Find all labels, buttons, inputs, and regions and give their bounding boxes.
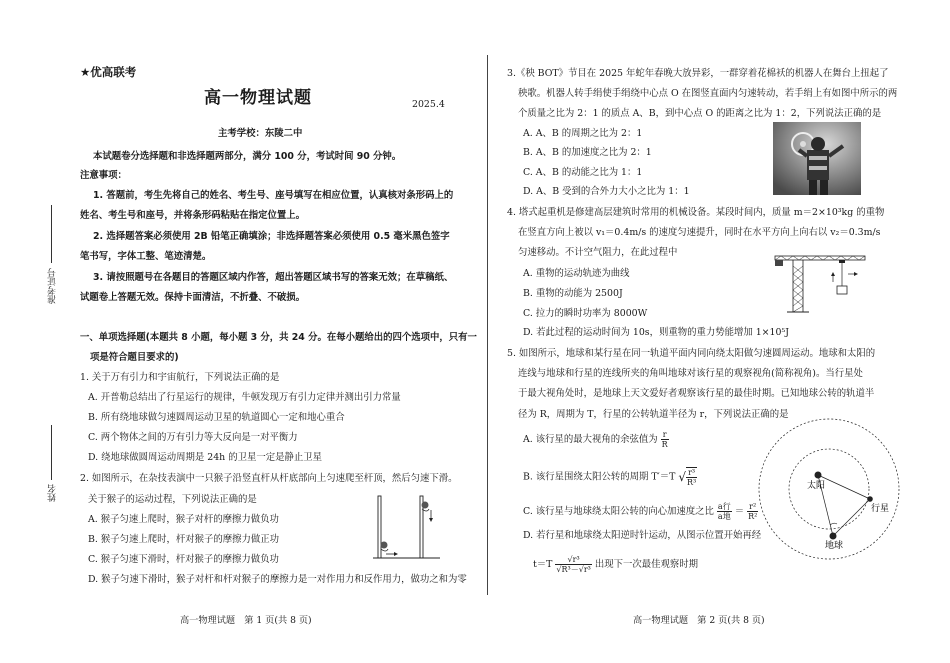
q2-option-a: A. 猴子匀速上爬时，猴子对杆的摩擦力做负功 (88, 514, 279, 525)
q5-option-c: C. 该行星与地球绕太阳公转的向心加速度之比 $\frac{\text{a行}}{\text{a地}}$ ＝ $\frac{\text{r²}}{\text{R²}}$ (523, 502, 758, 521)
q2-stem-line-1: 2. 如图所示，在杂技表演中一只猴子沿竖直杆从杆底部向上匀速爬至杆顶，然后匀速下滑。 (80, 473, 458, 484)
q3-option-d: D. A、B 受到的合外力大小之比为 1：1 (523, 186, 690, 197)
page-title: 高一物理试题 (204, 88, 312, 108)
page-2 (485, 0, 950, 663)
q2-option-b: B. 猴子匀速上爬时，杆对猴子的摩擦力做正功 (88, 534, 279, 545)
planet-label: 行星 (871, 504, 890, 514)
q5-option-d-tail: 出现下一次最佳观察时期 (594, 559, 698, 570)
q4-option-d: D. 若此过程的运动时间为 10s，则重物的重力势能增加 1×10⁵J (523, 327, 789, 338)
q1-option-b: B. 所有绕地球做匀速圆周运动卫星的轨道圆心一定和地心重合 (88, 412, 345, 423)
q4-stem-line-1: 4. 塔式起重机是修建高层建筑时常用的机械设备。某段时间内，质量 m＝2×10³kg 的重物 (507, 207, 885, 218)
q5-option-b-text: B. 该行星围绕太阳公转的周期 T′＝T (523, 471, 676, 483)
q4-option-c: C. 拉力的瞬时功率为 8000W (523, 308, 648, 319)
q5-option-a-fraction: $\frac{r}{R}$ (661, 430, 668, 449)
side-label-name: 姓名 (48, 484, 58, 502)
q1-option-c: C. 两个物体之间的万有引力等大反向是一对平衡力 (88, 432, 298, 443)
section-1-heading-line-2: 项是符合题目要求的) (90, 352, 179, 363)
q4-stem-line-3: 匀速移动。不计空气阻力，在此过程中 (518, 247, 678, 258)
q5-option-c-fraction-a: $\frac{\text{a行}}{\text{a地}}$ (717, 502, 731, 521)
q5-stem-line-1: 5. 如图所示，地球和某行星在同一轨道平面内同向绕太阳做匀速圆周运动。地球和太阳的 (507, 348, 876, 359)
q3-stem-line-3: 个质量之比为 2：1 的质点 A、B，到中心点 O 的距离之比为 1：2，下列说法正确的是 (518, 108, 882, 119)
side-line-name (51, 425, 52, 480)
q4-stem-line-2: 在竖直方向上被以 v₁＝0.4m/s 的速度匀速提升，同时在水平方向上向右以 v₂＝0.3m/s (518, 227, 881, 238)
exam-date: 2025.4 (412, 99, 445, 110)
side-label-exam-number: 准考证号 (48, 268, 58, 304)
sun-label: 太阳 (807, 481, 826, 491)
q3-stem-line-1: 3.《秧 BOT》节目在 2025 年蛇年春晚大放异彩，一群穿着花棉袄的机器人在舞台上扭起了 (507, 68, 889, 79)
q3-option-b: B. A、B 的加速度之比为 2：1 (523, 147, 652, 158)
q5-option-c-fraction-r: $\frac{\text{r²}}{\text{R²}}$ (748, 502, 758, 521)
brand-label: ★优高联考 (80, 65, 137, 79)
page-1-footer: 高一物理试题 第 1 页(共 8 页) (180, 615, 312, 626)
earth-label: 地球 (825, 541, 844, 551)
q2-stem-line-2: 关于猴子的运动过程，下列说法正确的是 (88, 494, 257, 505)
q5-option-b-fraction: $\frac{\text{r³}}{\text{R³}}$ (686, 468, 697, 487)
q5-option-d: D. 若行星和地球绕太阳逆时针运动，从图示位置开始再经 (523, 530, 762, 541)
notice-3-line-2: 试题卷上答题无效。保持卡面清洁，不折叠、不破损。 (80, 292, 306, 303)
monkey-pole-figure (370, 492, 445, 562)
side-line-exam-number (51, 205, 52, 263)
q2-option-c: C. 猴子匀速下滑时，杆对猴子的摩擦力做负功 (88, 554, 279, 565)
q2-option-d: D. 猴子匀速下滑时，猴子对杆和杆对猴子的摩擦力是一对作用力和反作用力，做功之和为零 (88, 574, 467, 585)
section-1-heading-line-1: 一、单项选择题(本题共 8 小题，每小题 3 分，共 24 分。在每小题给出的四个选项中，只有一 (80, 332, 477, 343)
q5-option-b: B. 该行星围绕太阳公转的周期 T′＝T √ $\frac{\text{r³}}{\text{R³}}$ (523, 468, 697, 487)
q5-option-a (523, 430, 669, 449)
page-2-footer: 高一物理试题 第 2 页(共 8 页) (633, 615, 765, 626)
q3-stem-line-2: 秧歌。机器人转手绢使手绢绕中心点 O 在图竖直面内匀速转动，若手绢上有如图中所示的两 (518, 88, 898, 99)
q5-option-c-text: C. 该行星与地球绕太阳公转的向心加速度之比 (523, 506, 714, 517)
q1-option-a: A. 开普勒总结出了行星运行的规律，牛顿发现万有引力定律并测出引力常量 (88, 392, 401, 403)
q5-stem-line-3: 于最大视角处时，是地球上天文爱好者观察该行星的最佳时期。已知地球公转的轨道半 (518, 388, 875, 399)
tower-crane-figure (773, 252, 868, 314)
q5-t-equals: t＝T (533, 559, 553, 570)
q5-stem-line-2: 连线与地球和行星的连线所夹的角叫地球对该行星的观察视角(简称视角)。当行星处 (518, 368, 863, 379)
notice-1-line-2: 姓名、考生号和座号，并将条形码粘贴在指定位置上。 (80, 210, 306, 221)
notice-3-line-1: 3. 请按照题号在各题目的答题区域内作答，超出答题区域书写的答案无效；在草稿纸、 (93, 272, 454, 283)
q1-stem: 1. 关于万有引力和宇宙航行，下列说法正确的是 (80, 372, 280, 383)
q1-option-d: D. 绕地球做圆周运动周期是 24h 的卫星一定是静止卫星 (88, 452, 322, 463)
q4-option-b: B. 重物的动能为 2500J (523, 288, 623, 299)
notice-1-line-1: 1. 答题前，考生先将自己的姓名、考生号、座号填写在相应位置，认真核对条形码上的 (93, 190, 454, 201)
q5-option-a-text: A. 该行星的最大视角的余弦值为 (523, 434, 658, 445)
orbit-diagram (757, 415, 907, 565)
q5-stem-line-4: 径为 R，周期为 T，行星的公转轨道半径为 r，下列说法正确的是 (518, 409, 789, 420)
notice-title: 注意事项： (80, 170, 127, 181)
host-school: 主考学校：东陵二中 (218, 128, 303, 139)
q5-option-d-fraction: $\frac{\text{√r³}}{\text{√R³－√r³}}$ (556, 555, 591, 574)
robot-photo (773, 122, 861, 195)
q3-option-c: C. A、B 的动能之比为 1：1 (523, 167, 643, 178)
exam-description: 本试题卷分选择题和非选择题两部分，满分 100 分，考试时间 90 分钟。 (93, 151, 402, 162)
q4-option-a: A. 重物的运动轨迹为曲线 (523, 268, 630, 279)
q5-option-d-formula (533, 555, 698, 574)
notice-2-line-2: 笔书写，字体工整、笔迹清楚。 (80, 251, 212, 262)
notice-2-line-1: 2. 选择题答案必须使用 2B 铅笔正确填涂；非选择题答案必须使用 0.5 毫米黑色签字 (93, 231, 450, 242)
q3-option-a: A. A、B 的周期之比为 2：1 (523, 128, 643, 139)
